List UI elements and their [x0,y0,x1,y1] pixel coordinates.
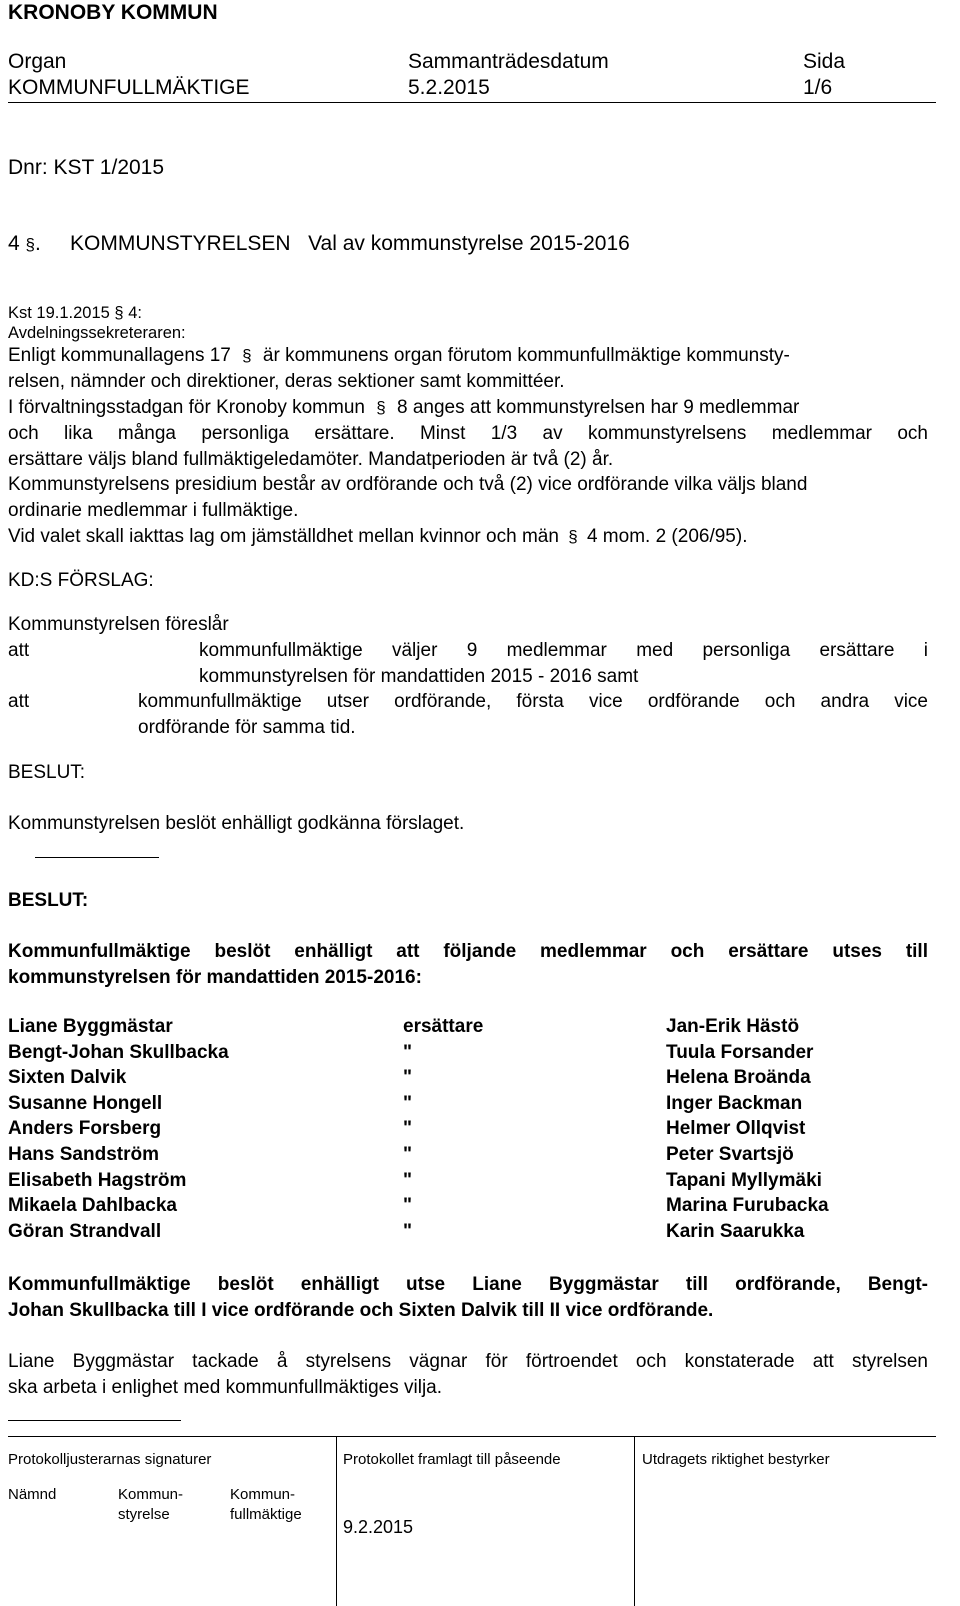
paragraph-4 [8,524,747,550]
signature-column-board: Nämnd [8,1486,57,1503]
text-run: Vid valet skall iakttas lag om jämställdhet mellan kvinnor och män [8,526,559,547]
members-member-cell: Liane Byggmästar [8,1016,173,1037]
council-decision-heading: BESLUT: [8,890,89,911]
council-decision-line-1: Kommunfullmäktige beslöt enhälligt att följande medlemmar och ersättare utses till [8,941,928,962]
members-member-cell: Sixten Dalvik [8,1067,127,1088]
members-role-cell: " [403,1195,413,1216]
meeting-date-label: Sammanträdesdatum [408,50,609,73]
footer-divider [8,1436,936,1437]
footer-column-divider [634,1436,635,1606]
proposal-heading: KD:S FÖRSLAG: [8,570,154,591]
posted-label: Protokollet framlagt till påseende [343,1451,561,1468]
members-member-cell: Hans Sandström [8,1144,159,1165]
members-member-cell: Elisabeth Hagström [8,1170,187,1191]
proposal-att-1-line-2: kommunstyrelsen för mandattiden 2015 - 2016 samt [199,666,639,687]
paragraph-2-line-2: och lika många personliga ersättare. Minst 1/3 av kommunstyrelsens medlemmar och [8,423,928,444]
decision-heading: BESLUT: [8,762,86,783]
signatures-label: Protokolljusterarnas signaturer [8,1451,212,1468]
members-deputy-cell: Inger Backman [666,1093,803,1114]
proposal-intro: Kommunstyrelsen föreslår [8,614,229,635]
text-run: är kommunens organ förutom kommunfullmäktige kommunsty- [262,345,790,366]
signature-column-council-2: fullmäktige [230,1506,302,1523]
members-deputy-cell: Tapani Myllymäki [666,1170,822,1191]
members-deputy-cell: Jan-Erik Hästö [666,1016,800,1037]
members-role-cell: " [403,1042,413,1063]
paragraph-2-line-1 [8,395,799,421]
thanks-line-2: ska arbeta i enlighet med kommunfullmäktiges vilja. [8,1377,443,1398]
members-role-cell: " [403,1170,413,1191]
paragraph-2-line-3: ersättare väljs bland fullmäktigeledamöter. Mandatperioden är två (2) år. [8,449,614,470]
proposal-att-2-label: att [8,691,30,712]
section-symbol: § [242,346,252,365]
footer-column-divider [336,1436,337,1606]
paragraph-3-line-2: ordinarie medlemmar i fullmäktige. [8,500,299,521]
reference-kst: Kst 19.1.2015 [8,304,110,322]
posted-date: 9.2.2015 [343,1517,414,1537]
separator-line [8,1420,181,1421]
section-symbol: § [25,235,35,254]
reference-line [8,303,142,323]
section-symbol: § [568,527,578,546]
members-role-cell: ersättare [403,1016,484,1037]
members-role-cell: " [403,1118,413,1139]
signature-column-executive-2: styrelse [118,1506,170,1523]
proposal-att-1-line-1: kommunfullmäktige väljer 9 medlemmar med personliga ersättare i [199,640,928,661]
members-member-cell: Susanne Hongell [8,1093,163,1114]
paragraph-1-line-2: relsen, nämnder och direktioner, deras sektioner samt kommittéer. [8,371,565,392]
text-run: Enligt kommunallagens 17 [8,345,231,366]
text-run: 4 mom. 2 (206/95). [586,526,748,547]
members-role-cell: " [403,1067,413,1088]
chair-decision-line-2: Johan Skullbacka till I vice ordförande och Sixten Dalvik till II vice ordförande. [8,1300,714,1321]
members-deputy-cell: Helmer Ollqvist [666,1118,806,1139]
organ-label: Organ [8,50,67,73]
text-run: 8 anges att kommunstyrelsen har 9 medlemmar [397,397,800,418]
separator-line [35,857,159,858]
decision-text: Kommunstyrelsen beslöt enhälligt godkänna förslaget. [8,813,465,834]
item-title: KOMMUNSTYRELSEN Val av kommunstyrelse 2015-2016 [70,232,630,255]
members-role-cell: " [403,1093,413,1114]
members-member-cell: Anders Forsberg [8,1118,162,1139]
header-divider [8,102,936,103]
section-symbol: § [376,398,386,417]
council-decision-line-2: kommunstyrelsen för mandattiden 2015-2016: [8,967,422,988]
text-run: I förvaltningsstadgan för Kronoby kommun [8,397,365,418]
members-deputy-cell: Marina Furubacka [666,1195,829,1216]
members-deputy-cell: Karin Saarukka [666,1221,805,1242]
signature-column-council-1: Kommun- [230,1486,296,1503]
item-heading: 4 §. KOMMUNSTYRELSEN Val av kommunstyrelse 2015-2016 [8,231,630,258]
proposal-att-1-label: att [8,640,30,661]
reference-author: Avdelningssekreteraren: [8,324,186,342]
members-role-cell: " [403,1144,413,1165]
members-role-cell: " [403,1221,413,1242]
thanks-line-1: Liane Byggmästar tackade å styrelsens vägnar för förtroendet och konstaterade att styrelsen [8,1351,928,1372]
members-deputy-cell: Tuula Forsander [666,1042,814,1063]
meeting-date-value: 5.2.2015 [408,76,490,99]
signature-column-executive-1: Kommun- [118,1486,184,1503]
members-deputy-cell: Peter Svartsjö [666,1144,794,1165]
section-symbol: § [114,304,124,322]
members-member-cell: Bengt-Johan Skullbacka [8,1042,229,1063]
members-member-cell: Mikaela Dahlbacka [8,1195,177,1216]
proposal-att-2-line-2: ordförande för samma tid. [138,717,356,738]
item-number: 4 [8,232,20,255]
page-label: Sida [803,50,846,73]
reference-kst-suffix: 4: [128,304,142,322]
paragraph-1-line-1 [8,343,790,369]
certified-label: Utdragets riktighet bestyrker [642,1451,830,1468]
municipality-name: KRONOBY KOMMUN [8,1,218,24]
members-member-cell: Göran Strandvall [8,1221,162,1242]
members-deputy-cell: Helena Broända [666,1067,811,1088]
paragraph-3-line-1: Kommunstyrelsens presidium består av ordförande och två (2) vice ordförande vilka väljs bland [8,474,808,495]
chair-decision-line-1: Kommunfullmäktige beslöt enhälligt utse Liane Byggmästar till ordförande, Bengt- [8,1274,928,1295]
diary-number: Dnr: KST 1/2015 [8,156,165,179]
proposal-att-2-line-1: kommunfullmäktige utser ordförande, första vice ordförande och andra vice [138,691,928,712]
page-number: 1/6 [803,76,833,99]
organ-value: KOMMUNFULLMÄKTIGE [8,76,250,99]
